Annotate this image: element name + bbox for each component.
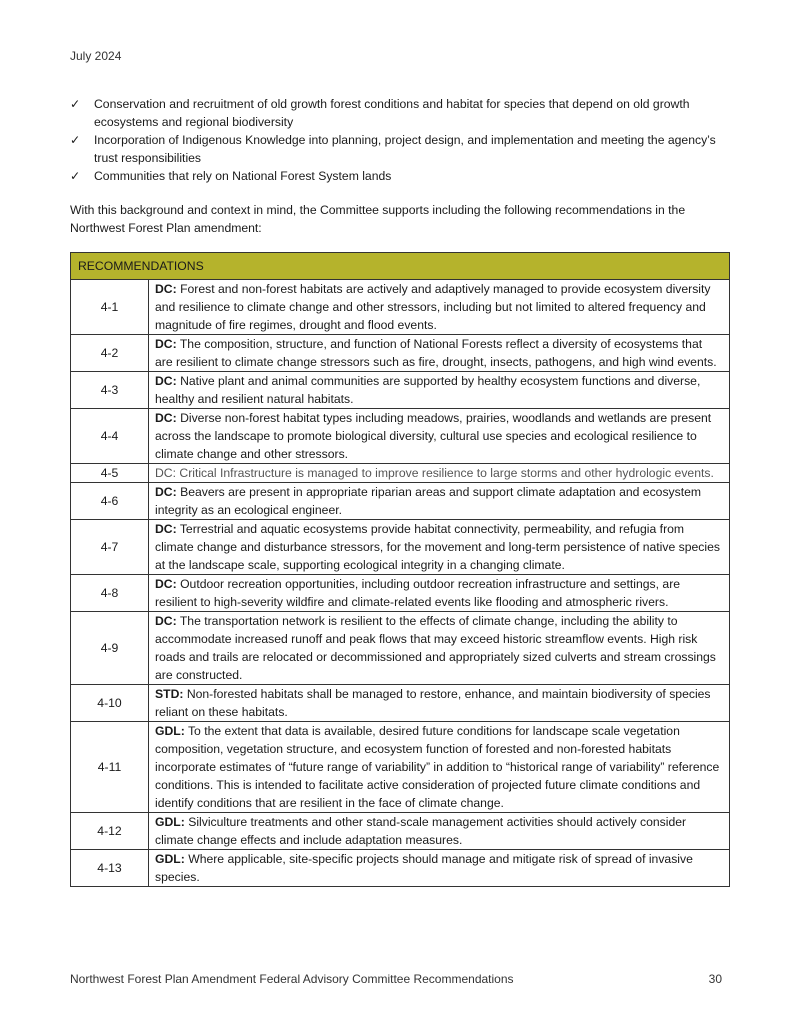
recommendation-text: [149, 483, 730, 520]
header-date: July 2024: [70, 49, 122, 63]
recommendation-text: [149, 464, 730, 483]
table-row: [71, 335, 730, 372]
recommendation-text: [149, 335, 730, 372]
recommendation-id: 4-9: [71, 612, 149, 685]
recommendation-text: [149, 612, 730, 685]
recommendation-id: 4-6: [71, 483, 149, 520]
table-row: [71, 685, 730, 722]
table-row: [71, 464, 730, 483]
table-row: [71, 409, 730, 464]
recommendation-id: 4-4: [71, 409, 149, 464]
table-row: [71, 722, 730, 813]
checkmark-icon: ✓: [70, 133, 81, 147]
checklist-item-text: Incorporation of Indigenous Knowledge into planning, project design, and implementation and meeting the agency’s trust responsibilities: [94, 133, 716, 165]
recommendation-text: [149, 280, 730, 335]
recommendation-type: DC:: [155, 282, 177, 296]
recommendation-body: The composition, structure, and function of National Forests reflect a diversity of ecosystems that are resilient to climate change stressors such as fire, drought, insects, pathogens, and high wind events.: [155, 337, 717, 369]
recommendation-id: 4-7: [71, 520, 149, 575]
recommendation-text: [149, 372, 730, 409]
recommendation-type: DC:: [155, 614, 177, 628]
recommendation-type: STD:: [155, 687, 184, 701]
table-row: [71, 520, 730, 575]
checkmark-icon: ✓: [70, 97, 81, 111]
table-header: RECOMMENDATIONS: [71, 253, 730, 280]
table-row: [71, 280, 730, 335]
recommendation-id: 4-1: [71, 280, 149, 335]
intro-paragraph: With this background and context in mind, the Committee supports including the following recommendations in the Northwest Forest Plan amendment:: [70, 203, 686, 235]
recommendation-type: DC:: [155, 337, 177, 351]
recommendation-type: GDL:: [155, 724, 185, 738]
recommendation-body: Diverse non-forest habitat types including meadows, prairies, woodlands and wetlands are present across the landscape to promote biological diversity, cultural use species and ecological resilience to climate change and other stressors.: [155, 411, 712, 461]
recommendation-body: Beavers are present in appropriate riparian areas and support climate adaptation and ecosystem integrity as an ecological engineer.: [155, 485, 702, 517]
recommendation-body: The transportation network is resilient to the effects of climate change, including the ability to accommodate increased runoff and peak flows that may exceed historic streamflow events. High risk roads and trails are relocated or decommissioned and appropriately sized culverts and stream crossings are constructed.: [155, 614, 716, 682]
checklist-item-text: Communities that rely on National Forest System lands: [94, 169, 392, 183]
recommendation-type: DC:: [155, 466, 176, 480]
recommendation-type: DC:: [155, 411, 177, 425]
table-row: [71, 813, 730, 850]
recommendation-id: 4-13: [71, 850, 149, 887]
recommendation-id: 4-2: [71, 335, 149, 372]
table-row: [71, 575, 730, 612]
recommendation-type: GDL:: [155, 815, 185, 829]
checklist-item-text: Conservation and recruitment of old growth forest conditions and habitat for species that depend on old growth ecosystems and regional biodiversity: [94, 97, 690, 129]
recommendation-type: DC:: [155, 485, 177, 499]
footer-title: Northwest Forest Plan Amendment Federal Advisory Committee Recommendations: [70, 972, 514, 986]
checklist: [70, 95, 730, 185]
recommendation-text: [149, 409, 730, 464]
recommendations-table: [70, 252, 730, 887]
checkmark-icon: ✓: [70, 169, 81, 183]
table-header-row: [71, 253, 730, 280]
recommendation-id: 4-8: [71, 575, 149, 612]
table-row: [71, 612, 730, 685]
recommendation-body: Non-forested habitats shall be managed to restore, enhance, and maintain biodiversity of species reliant on these habitats.: [155, 687, 711, 719]
recommendation-text: [149, 850, 730, 887]
recommendation-body: To the extent that data is available, desired future conditions for landscape scale vegetation composition, vegetation structure, and ecosystem function of forested and non-forested habitats incorporate estimates of “future range of variability” in addition to “historical range of variability” reference conditions. This is intended to facilitate active consideration of projected future climate conditions and identify conditions that are resilient in the face of climate change.: [155, 724, 720, 810]
checklist-item: [70, 95, 730, 131]
recommendation-body: Forest and non-forest habitats are actively and adaptively managed to provide ecosystem diversity and resilience to climate change and other stressors, including but not limited to altered frequency and magnitude of fire regimes, drought and flood events.: [155, 282, 711, 332]
recommendation-body: Native plant and animal communities are supported by healthy ecosystem functions and diverse, healthy and resilient natural habitats.: [155, 374, 701, 406]
recommendation-type: DC:: [155, 522, 177, 536]
table-row: [71, 483, 730, 520]
recommendation-body: Terrestrial and aquatic ecosystems provide habitat connectivity, permeability, and refugia from climate change and disturbance stressors, for the movement and long-term persistence of native species at the landscape scale, supporting ecological integrity in a changing climate.: [155, 522, 720, 572]
recommendation-id: 4-3: [71, 372, 149, 409]
recommendation-id: 4-10: [71, 685, 149, 722]
table-row: [71, 372, 730, 409]
table-row: [71, 850, 730, 887]
checklist-item: [70, 167, 730, 185]
recommendation-body: Silviculture treatments and other stand-scale management activities should actively consider climate change effects and include adaptation measures.: [155, 815, 687, 847]
recommendation-text: [149, 520, 730, 575]
recommendation-text: [149, 685, 730, 722]
recommendation-text: [149, 722, 730, 813]
checklist-item: [70, 131, 730, 167]
recommendation-type: GDL:: [155, 852, 185, 866]
recommendation-body: Outdoor recreation opportunities, including outdoor recreation infrastructure and settings, are resilient to high-severity wildfire and climate-related events like flooding and atmospheric rivers.: [155, 577, 681, 609]
recommendation-type: DC:: [155, 577, 177, 591]
recommendation-id: 4-12: [71, 813, 149, 850]
page-number: 30: [708, 972, 722, 986]
recommendation-text: [149, 813, 730, 850]
recommendation-body: Where applicable, site-specific projects should manage and mitigate risk of spread of invasive species.: [155, 852, 693, 884]
recommendation-body: Critical Infrastructure is managed to improve resilience to large storms and other hydrologic events.: [179, 466, 714, 480]
recommendation-id: 4-11: [71, 722, 149, 813]
recommendation-type: DC:: [155, 374, 177, 388]
recommendation-id: 4-5: [71, 464, 149, 483]
recommendation-text: [149, 575, 730, 612]
